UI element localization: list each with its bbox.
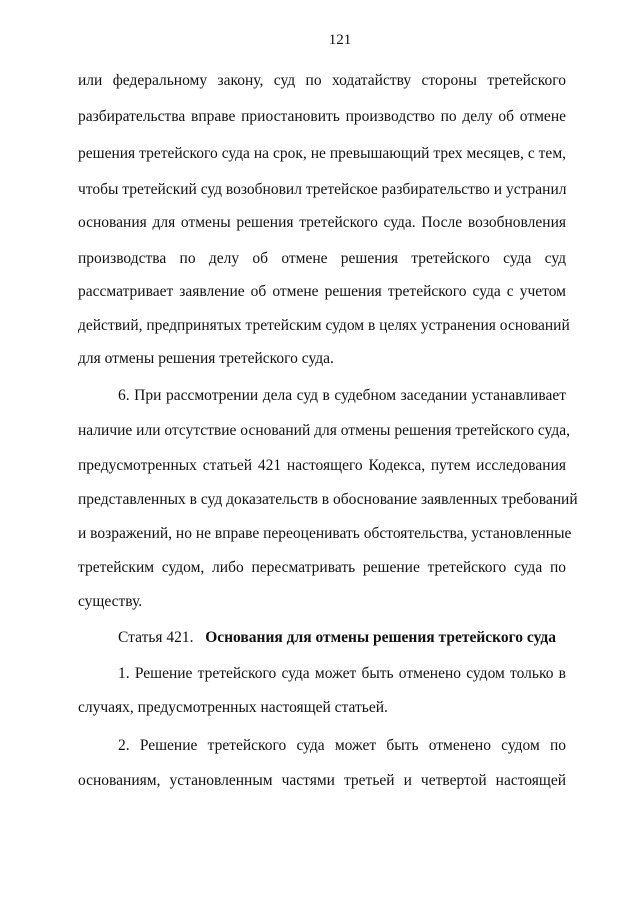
paragraph-1-line-7: рассматривает заявление об отмене решения третейского суда с учетом xyxy=(78,283,566,300)
article-heading xyxy=(118,628,556,648)
paragraph-1-line-9: для отмены решения третейского суда. xyxy=(78,350,334,367)
paragraph-3-line-2: случаях, предусмотренных настоящей статьей. xyxy=(78,699,388,716)
paragraph-2-line-3: предусмотренных статьей 421 настоящего Кодекса, путем исследования xyxy=(78,457,566,474)
paragraph-1-line-1: или федеральному закону, суд по ходатайству стороны третейского xyxy=(78,72,566,89)
paragraph-2-line-1: 6. При рассмотрении дела суд в судебном заседании устанавливает xyxy=(118,387,566,404)
page-number: 121 xyxy=(328,32,352,48)
paragraph-4-line-2: основаниям, установленным частями третьей и четвертой настоящей xyxy=(78,772,566,789)
paragraph-1-line-2: разбирательства вправе приостановить производство по делу об отмене xyxy=(78,108,566,125)
paragraph-2-line-4: представленных в суд доказательств в обоснование заявленных требований xyxy=(78,491,578,508)
paragraph-2-line-6: третейским судом, либо пересматривать решение третейского суда по xyxy=(78,559,566,576)
paragraph-4-line-1: 2. Решение третейского суда может быть отменено судом по xyxy=(118,737,566,754)
paragraph-1-line-5: основания для отмены решения третейского суда. После возобновления xyxy=(78,214,566,231)
paragraph-3-line-1: 1. Решение третейского суда может быть отменено судом только в xyxy=(118,665,566,682)
paragraph-1-line-6: производства по делу об отмене решения третейского суда суд xyxy=(78,250,566,267)
paragraph-2-line-5: и возражений, но не вправе переоценивать обстоятельства, установленные xyxy=(78,525,572,542)
article-title: Основания для отмены решения третейского суда xyxy=(205,629,556,646)
article-label: Статья 421. xyxy=(118,629,194,646)
paragraph-2-line-2: наличие или отсутствие оснований для отмены решения третейского суда, xyxy=(78,422,570,439)
paragraph-1-line-4: чтобы третейский суд возобновил третейское разбирательство и устранил xyxy=(78,181,567,198)
paragraph-2-line-7: существу. xyxy=(78,593,143,610)
paragraph-1-line-8: действий, предпринятых третейским судом в целях устранения оснований xyxy=(78,317,570,334)
paragraph-1-line-3: решения третейского суда на срок, не превышающий трех месяцев, с тем, xyxy=(78,145,566,162)
